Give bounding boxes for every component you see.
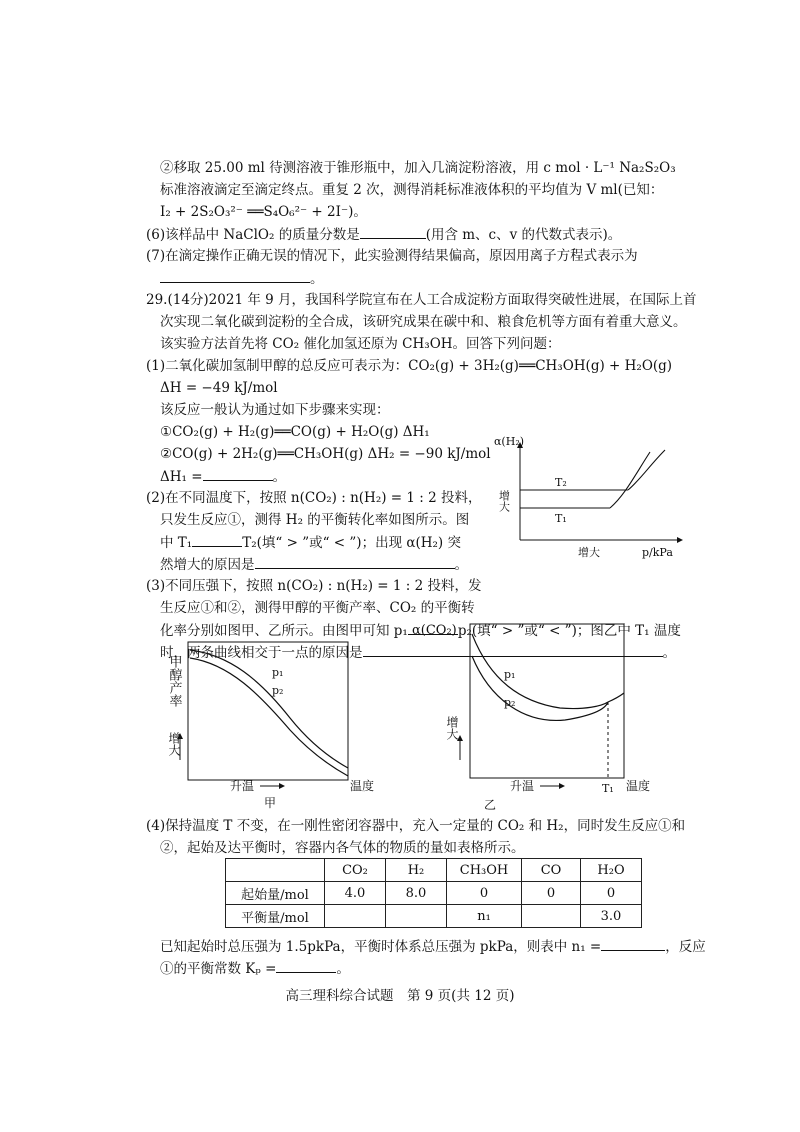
question-7-cont [160, 268, 324, 289]
question-6 [146, 224, 621, 245]
part2-text: (2)在不同温度下，按照 n(CO₂) : n(H₂) = 1 : 2 投料， [146, 490, 482, 506]
figure-jia [160, 640, 380, 815]
part3-text: (3)不同压强下，按照 n(CO₂) : n(H₂) = 1 : 2 投料，发 [146, 578, 482, 594]
table-cell [325, 905, 386, 928]
x-increase-label: 升温 [230, 779, 255, 793]
answer-blank[interactable] [203, 466, 273, 481]
part1-step1: ①CO₂(g) + H₂(g)══CO(g) + H₂O(g) ΔH₁ [160, 424, 430, 440]
label-p1: p₁ [504, 668, 516, 681]
question-text: 中 T₁ [160, 535, 193, 551]
table-cell [522, 905, 581, 928]
plot-frame [470, 624, 624, 778]
question-text: 。 [454, 557, 468, 573]
part4-text [160, 936, 706, 957]
part1-text: 该反应一般认为通过如下步骤来实现： [160, 402, 390, 418]
table-cell: 起始量/mol [226, 882, 325, 905]
part2-text [160, 554, 468, 575]
label-t1: T₁ [602, 782, 614, 795]
q29-intro: 29.(14分)2021 年 9 月，我国科学院宣布在人工合成淀粉方面取得突破性进展，在国际上首 [146, 292, 697, 308]
y-axis-label: α(CO₂) [412, 623, 457, 638]
table-header-cell [226, 859, 325, 882]
question-text: 。 [336, 961, 350, 977]
table-cell: 0 [447, 882, 522, 905]
question-text: (6)该样品中 NaClO₂ 的质量分数是 [146, 227, 360, 243]
q29-intro: 次实现二氧化碳到淀粉的全合成，该研究成果在碳中和、粮食危机等方面有着重大意义。 [160, 314, 687, 330]
y-increase-label: 增大 [445, 716, 459, 740]
part2-text: 只发生反应①，测得 H₂ 的平衡转化率如图所示。图 [160, 512, 470, 528]
curve-p2 [190, 658, 348, 776]
figure-caption: 乙 [484, 798, 497, 812]
question-text: ，反应 [665, 939, 706, 955]
part1-step2: ②CO(g) + 2H₂(g)══CH₃OH(g) ΔH₂ = −90 kJ/mol [160, 446, 491, 462]
question-text: 。 [272, 469, 287, 485]
answer-blank[interactable] [601, 936, 665, 951]
question-text: 已知起始时总压强为 1.5pkPa，平衡时体系总压强为 pkPa，则表中 n₁ = [160, 939, 602, 955]
part3-text: 生反应①和②，测得甲醇的平衡产率、CO₂ 的平衡转 [160, 600, 475, 616]
table-header-cell: H₂ [386, 859, 447, 882]
y-axis-label: α(H₂) [494, 435, 525, 448]
table-cell: 8.0 [386, 882, 447, 905]
table-header-cell: H₂O [581, 859, 642, 882]
plot-frame [188, 642, 348, 780]
label-p2: p₂ [272, 684, 284, 697]
question-text: T₂(填“ > ”或“ < ”)；出现 α(H₂) 突 [242, 535, 461, 551]
page-footer: 高三理科综合试题 第 9 页(共 12 页) [285, 988, 515, 1004]
answer-blank[interactable] [192, 532, 242, 547]
table-row [226, 905, 642, 928]
figure-caption: 甲 [264, 796, 277, 810]
table-header-cell: CH₃OH [447, 859, 522, 882]
y-increase-label: 增大 [497, 490, 511, 512]
answer-blank[interactable] [160, 268, 310, 283]
table-header-cell: CO [522, 859, 581, 882]
x-axis-label: 温度 [626, 779, 650, 793]
curve-p1 [190, 650, 348, 768]
label-p1: p₁ [272, 666, 284, 679]
curve-merged [608, 693, 624, 702]
table-header-row [226, 859, 642, 882]
question-text: p₂(填“ > ”或“ < ”)；图乙中 T₁ 温度 [457, 623, 681, 639]
answer-blank[interactable] [360, 224, 426, 239]
x-axis-label: 温度 [350, 779, 375, 793]
y-increase-label: 增大 [167, 732, 181, 756]
text-line: ②移取 25.00 ml 待测溶液于锥形瓶中，加入几滴淀粉溶液，用 c mol · L⁻¹ Na₂S₂O₃ [160, 160, 676, 176]
part4-text: (4)保持温度 T 不变，在一刚性密闭容器中，充入一定量的 CO₂ 和 H₂，同时发生反应①和 [146, 818, 686, 834]
q29-intro: 该实验方法首先将 CO₂ 催化加氢还原为 CH₃OH。回答下列问题： [160, 336, 561, 352]
part1-text: ΔH = −49 kJ/mol [160, 380, 278, 396]
question-text: 。 [662, 645, 676, 661]
table-row [226, 882, 642, 905]
question-7: (7)在滴定操作正确无误的情况下，此实验测得结果偏高，原因用离子方程式表示为 [146, 248, 638, 264]
figure-h2-conversion [490, 430, 690, 560]
table-cell [386, 905, 447, 928]
part4-text [160, 958, 350, 979]
table-cell: 0 [581, 882, 642, 905]
question-text: 化率分别如图甲、乙所示。由图甲可知 p₁ [160, 623, 408, 639]
text-line: 标准溶液滴定至滴定终点。重复 2 次，测得消耗标准液体积的平均值为 V ml(已知： [160, 182, 664, 198]
curve-t2-rise [628, 450, 665, 490]
question-text: 然增大的原因是 [160, 557, 255, 573]
label-p2: p₂ [504, 696, 516, 709]
table-header-cell: CO₂ [325, 859, 386, 882]
question-text: 。 [310, 271, 324, 287]
part2-text [160, 532, 461, 553]
curve-t1-rise [610, 452, 650, 508]
x-increase-label: 增大 [578, 546, 600, 559]
x-increase-label: 升温 [510, 779, 535, 793]
curve-p2 [472, 656, 608, 720]
text-line: I₂ + 2S₂O₃²⁻ ══S₄O₆²⁻ + 2I⁻)。 [160, 204, 367, 220]
curve-p1 [472, 634, 608, 709]
question-text: (用含 m、c、v 的代数式表示)。 [425, 227, 622, 243]
label-t1: T₁ [555, 512, 567, 525]
table-cell: n₁ [447, 905, 522, 928]
figure-yi [410, 620, 650, 815]
part1-answer [160, 466, 286, 487]
answer-blank[interactable] [276, 958, 336, 973]
question-text: ΔH₁ = [160, 469, 203, 485]
table-cell: 平衡量/mol [226, 905, 325, 928]
question-text: ①的平衡常数 Kₚ = [160, 961, 277, 977]
equilibrium-table [225, 858, 642, 928]
table-cell: 0 [522, 882, 581, 905]
x-axis-label: p/kPa [642, 546, 673, 559]
table-cell: 3.0 [581, 905, 642, 928]
part1-text: (1)二氧化碳加氢制甲醇的总反应可表示为：CO₂(g) + 3H₂(g)══CH₃OH(g) + H₂O(g) [146, 358, 673, 374]
question-text: 时，两条曲线相交于一点的原因是 [160, 645, 363, 661]
table-cell: 4.0 [325, 882, 386, 905]
y-axis-label: 甲醇产率 [166, 655, 182, 707]
part4-text: ②，起始及达平衡时，容器内各气体的物质的量如表格所示。 [160, 840, 525, 856]
label-t2: T₂ [555, 476, 567, 489]
answer-blank[interactable] [255, 554, 455, 569]
